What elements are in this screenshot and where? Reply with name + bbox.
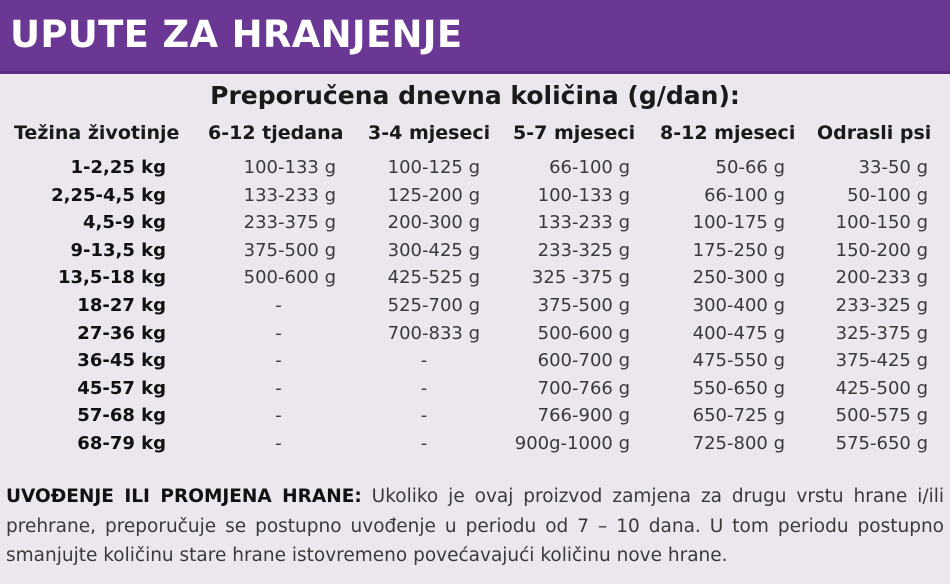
amount-cell: 375-500 g (537, 294, 630, 316)
amount-cell: 233-325 g (835, 294, 928, 316)
empty-cell: - (275, 432, 282, 454)
weight-cell: 68-79 kg (77, 432, 166, 454)
empty-cell: - (420, 405, 428, 427)
table-row (0, 264, 950, 292)
table-row (0, 154, 950, 182)
amount-cell: 500-600 g (243, 267, 336, 289)
weight-cell: 45-57 kg (77, 377, 166, 399)
weight-cell: 9-13,5 kg (70, 239, 166, 261)
table-row (0, 182, 950, 210)
weight-cell: 57-68 kg (77, 405, 166, 427)
amount-cell: 900g-1000 g (514, 432, 630, 454)
amount-cell: 700-766 g (537, 377, 630, 399)
amount-cell: 500-575 g (835, 405, 928, 427)
amount-cell: 100-133 g (537, 184, 630, 206)
amount-cell: 133-233 g (537, 212, 630, 234)
amount-cell: 600-700 g (537, 350, 630, 372)
empty-cell: - (275, 377, 282, 399)
amount-cell: 125-200 g (387, 184, 480, 206)
amount-cell: 66-100 g (704, 184, 785, 206)
amount-cell: 100-133 g (243, 157, 336, 178)
column-header-5-7-months: 5-7 mjeseci (513, 122, 636, 144)
transition-note (6, 482, 944, 571)
amount-cell: 400-475 g (692, 322, 785, 344)
amount-cell: 375-425 g (835, 350, 928, 372)
table-row (0, 237, 950, 265)
note-heading: UVOĐENJE ILI PROMJENA HRANE: (6, 486, 362, 507)
feeding-table-body (0, 154, 950, 458)
amount-cell: 100-150 g (835, 212, 928, 234)
weight-cell: 1-2,25 kg (70, 157, 166, 178)
table-subtitle: Preporučena dnevna količina (g/dan): (210, 81, 740, 110)
amount-cell: 250-300 g (692, 267, 785, 289)
empty-cell: - (420, 350, 428, 372)
amount-cell: 725-800 g (692, 432, 785, 454)
amount-cell: 50-100 g (847, 184, 928, 206)
amount-cell: 325 -375 g (531, 267, 630, 289)
empty-cell: - (275, 350, 282, 372)
amount-cell: 133-233 g (243, 184, 336, 206)
amount-cell: 50-66 g (715, 157, 785, 178)
amount-cell: 575-650 g (835, 432, 928, 454)
weight-cell: 13,5-18 kg (57, 267, 166, 289)
page-title: UPUTE ZA HRANJENJE (10, 13, 463, 56)
header-banner (0, 0, 950, 74)
table-header-row (0, 118, 950, 148)
amount-cell: 425-500 g (835, 377, 928, 399)
table-row (0, 209, 950, 237)
note-text: Ukoliko je ovaj proizvod zamjena za drugu vrstu hrane i/ili prehrane, preporučuje se postupno uvođenje u periodu od 7 – 10 dana. U tom periodu postupno smanjujte količinu stare hrane istovremeno povećavajući količinu nove hrane. (6, 486, 944, 566)
amount-cell: 233-375 g (243, 212, 336, 234)
amount-cell: 175-250 g (692, 239, 785, 261)
amount-cell: 325-375 g (835, 322, 928, 344)
amount-cell: 200-300 g (387, 212, 480, 234)
amount-cell: 300-400 g (692, 294, 785, 316)
amount-cell: 525-700 g (387, 294, 480, 316)
column-header-adult-dogs: Odrasli psi (817, 122, 932, 144)
amount-cell: 300-425 g (387, 239, 480, 261)
table-row (0, 430, 950, 458)
weight-cell: 18-27 kg (77, 294, 166, 316)
amount-cell: 200-233 g (835, 267, 928, 289)
amount-cell: 33-50 g (858, 157, 928, 178)
amount-cell: 150-200 g (835, 239, 928, 261)
amount-cell: 100-175 g (692, 212, 785, 234)
amount-cell: 500-600 g (537, 322, 630, 344)
amount-cell: 375-500 g (243, 239, 336, 261)
amount-cell: 66-100 g (549, 157, 630, 178)
table-row (0, 375, 950, 403)
amount-cell: 550-650 g (692, 377, 785, 399)
empty-cell: - (275, 322, 282, 344)
amount-cell: 475-550 g (692, 350, 785, 372)
table-row (0, 292, 950, 320)
column-header-8-12-months: 8-12 mjeseci (660, 122, 796, 144)
empty-cell: - (275, 405, 282, 427)
amount-cell: 425-525 g (387, 267, 480, 289)
weight-cell: 36-45 kg (77, 350, 166, 372)
column-header-3-4-months: 3-4 mjeseci (368, 122, 491, 144)
table-row (0, 402, 950, 430)
weight-cell: 27-36 kg (77, 322, 166, 344)
empty-cell: - (420, 432, 428, 454)
empty-cell: - (275, 294, 282, 316)
table-row (0, 320, 950, 348)
column-header-6-12-weeks: 6-12 tjedana (208, 122, 344, 144)
column-header-weight: Težina životinje (14, 122, 180, 144)
amount-cell: 700-833 g (387, 322, 480, 344)
amount-cell: 766-900 g (537, 405, 630, 427)
amount-cell: 100-125 g (387, 157, 480, 178)
amount-cell: 233-325 g (537, 239, 630, 261)
weight-cell: 4,5-9 kg (82, 212, 166, 234)
table-row (0, 347, 950, 375)
weight-cell: 2,25-4,5 kg (51, 184, 166, 206)
empty-cell: - (420, 377, 428, 399)
amount-cell: 650-725 g (692, 405, 785, 427)
